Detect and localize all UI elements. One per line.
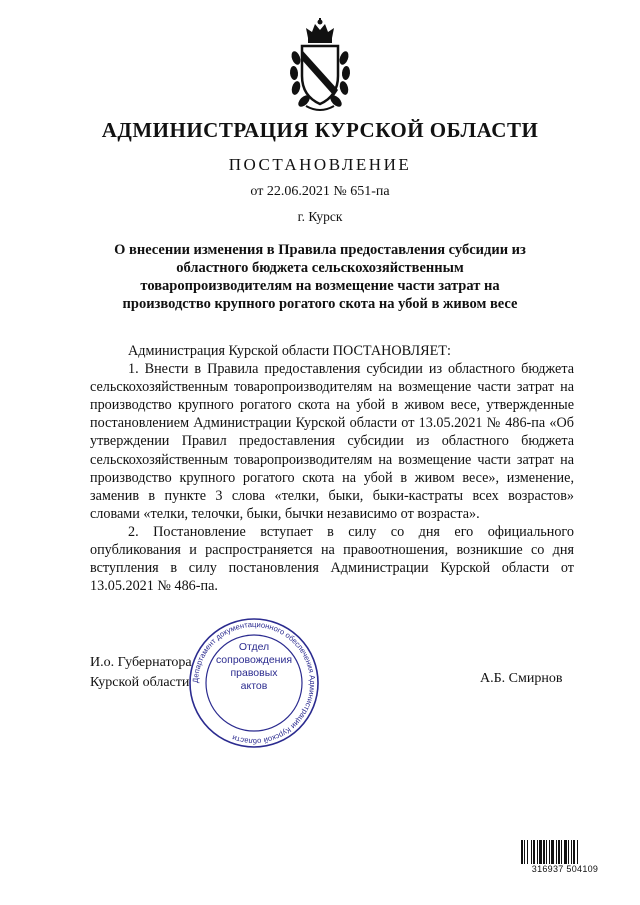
barcode-bar bbox=[537, 840, 538, 866]
barcode-number: 316937 504109 bbox=[520, 864, 610, 874]
document-body bbox=[90, 342, 574, 613]
body-item-1: 1. Внести в Правила предоставления субсидии из областного бюджета сельскохозяйственным товаропроизводителям на возмещение части затрат на производство крупного рогатого скота на убой в живом весе, утвержденные постановлением Администрации Курской области от 13.05.2021 № 486-па «Об утверждении Правил предоставления субсидии из областного бюджета сельскохозяйственным товаропроизводителям на возмещение части затрат на производство крупного рогатого скота на убой в живом весе», изменение, заменив в пункте 3 слова «телки, быки, быки-кастраты всех возрастов» словами «телки, телочки, быки, бычки независимо от возраста». bbox=[90, 361, 574, 522]
barcode-bar bbox=[561, 840, 562, 866]
barcode-bar bbox=[539, 840, 542, 866]
barcode-bar bbox=[549, 840, 550, 866]
document-type: ПОСТАНОВЛЕНИЕ bbox=[228, 155, 412, 174]
barcode-bar bbox=[546, 840, 547, 866]
document-subject: О внесении изменения в Правила предоставления субсидии из областного бюджета сельскохозяйственным товаропроизводителям на возмещение части затрат на производство крупного рогатого скота на убой в живом весе bbox=[114, 242, 526, 312]
stamp-ring-text-path: Департамент документационного обеспечения Администрации Курской области bbox=[190, 619, 318, 747]
barcode-bar bbox=[543, 840, 545, 866]
barcode-bar bbox=[527, 840, 528, 866]
barcode-bar bbox=[556, 840, 557, 866]
barcode-bar bbox=[524, 840, 525, 866]
barcode-bar bbox=[551, 840, 554, 866]
barcode-bar bbox=[521, 840, 523, 866]
stamp-line-1: Отдел bbox=[238, 641, 270, 653]
stamp-line-2: сопровождения bbox=[215, 654, 293, 666]
body-item-2: 2. Постановление вступает в силу со дня его официального опубликования и распространяется на правоотношения, возникшие со дня вступления в силу постановления Администрации Курской области от 13.05.2021 № 486-па. bbox=[90, 523, 574, 595]
barcode-bar bbox=[564, 840, 567, 866]
barcode-bar bbox=[568, 840, 569, 866]
stamp-center-text bbox=[214, 641, 294, 693]
signatory-position-line2: Курской области bbox=[90, 675, 190, 690]
barcode-bar bbox=[558, 840, 560, 866]
barcode-bar bbox=[577, 840, 578, 866]
body-intro: Администрация Курской области ПОСТАНОВЛЯЕТ: bbox=[128, 343, 451, 359]
document-city: г. Курск bbox=[297, 209, 343, 224]
barcode-bar bbox=[573, 840, 575, 866]
document-date-number: от 22.06.2021 № 651-па bbox=[250, 184, 390, 199]
signatory-name: А.Б. Смирнов bbox=[480, 671, 563, 686]
barcode bbox=[520, 840, 610, 882]
barcode-bar bbox=[571, 840, 572, 866]
stamp-line-3: правовых bbox=[230, 667, 278, 679]
organization-title: АДМИНИСТРАЦИЯ КУРСКОЙ ОБЛАСТИ bbox=[101, 118, 539, 142]
barcode-bar bbox=[533, 840, 535, 866]
signatory-position bbox=[90, 653, 192, 693]
signatory-position-line1: И.о. Губернатора bbox=[90, 655, 192, 670]
barcode-bar bbox=[531, 840, 532, 866]
stamp-line-4: актов bbox=[240, 680, 268, 692]
coat-of-arms-icon bbox=[288, 18, 352, 114]
